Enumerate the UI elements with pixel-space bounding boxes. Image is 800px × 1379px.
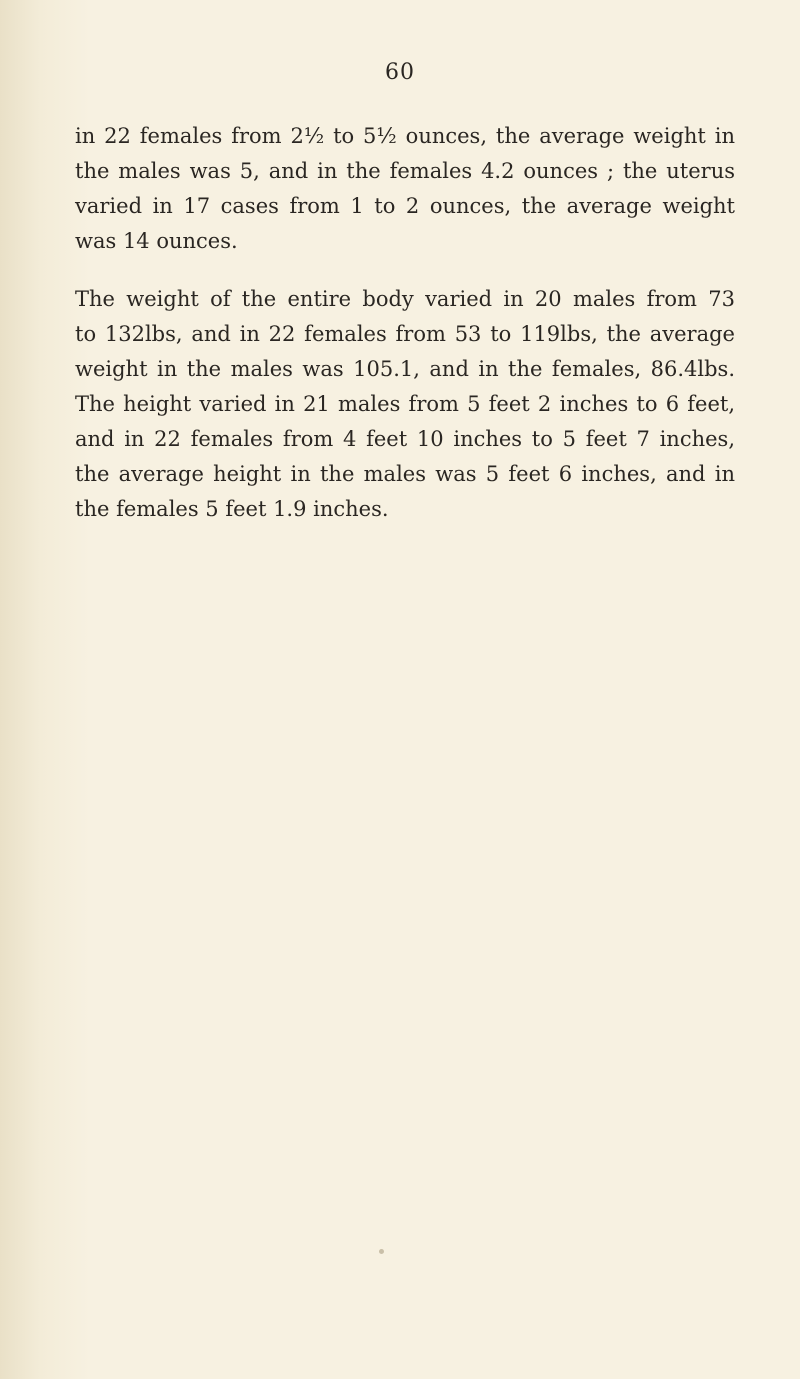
paragraph-line: the females 5 feet 1.9 inches. <box>75 497 389 521</box>
paragraph-line: the males was 5, and in the females 4.2 ounces ; the uterus <box>75 159 735 183</box>
page-number: 60 <box>385 60 415 85</box>
paragraph-line: the average height in the males was 5 feet 6 inches, and in <box>75 462 735 486</box>
paragraph-2 <box>75 282 735 527</box>
paragraph-line: The height varied in 21 males from 5 feet 2 inches to 6 feet, <box>75 392 735 416</box>
paragraph-line: The weight of the entire body varied in 20 males from 73 <box>75 287 735 311</box>
paragraph-line: and in 22 females from 4 feet 10 inches to 5 feet 7 inches, <box>75 427 735 451</box>
paragraph-line: in 22 females from 2½ to 5½ ounces, the average weight in <box>75 124 735 148</box>
paragraph-line: was 14 ounces. <box>75 229 238 253</box>
paragraph-1 <box>75 119 735 259</box>
paragraph-line: to 132lbs, and in 22 females from 53 to 119lbs, the average <box>75 322 735 346</box>
paragraph-line: weight in the males was 105.1, and in the females, 86.4lbs. <box>75 357 735 381</box>
paragraph-line: varied in 17 cases from 1 to 2 ounces, the average weight <box>75 194 735 218</box>
paper-speck <box>379 1249 384 1254</box>
